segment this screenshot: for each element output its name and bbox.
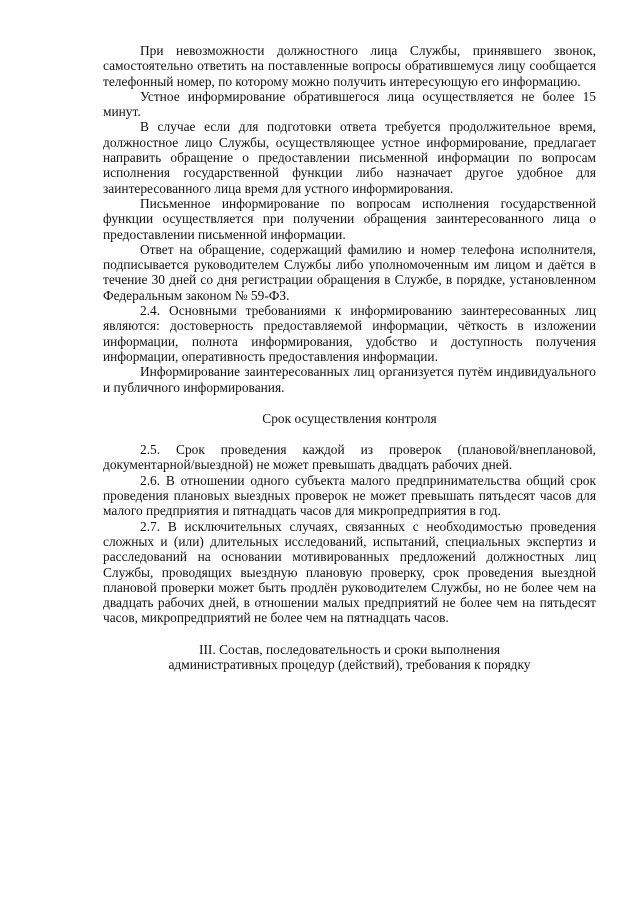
paragraph: 2.4. Основными требованиями к информированию заинтересованных лиц являются: достоверность предоставляемой информации, чёткость в изложении информации, полнота информирования, удобство и доступность получения информации, оперативность предоставления информации. (103, 303, 596, 364)
section-title-line: административных процедур (действий), требования к порядку (168, 656, 531, 672)
paragraph: В случае если для подготовки ответа требуется продолжительное время, должностное лицо Службы, осуществляющее устное информирование, предлагает направить обращение о предоставлении письменной информации по вопросам исполнения государственной функции либо назначает другое удобное для заинтересованного лица время для устного информирования. (103, 119, 596, 196)
section-title-line: III. Состав, последовательность и сроки выполнения (199, 641, 500, 657)
paragraph: Информирование заинтересованных лиц организуется путём индивидуального и публичного информирования. (103, 364, 596, 395)
section-title-iii (103, 642, 596, 673)
paragraph: Письменное информирование по вопросам исполнения государственной функции осуществляется при получении обращения заинтересованного лица о предоставлении письменной информации. (103, 195, 596, 242)
paragraph: Устное информирование обратившегося лица осуществляется не более 15 минут. (103, 88, 596, 120)
section-heading-control-period: Срок осуществления контроля (262, 410, 437, 426)
paragraph: 2.6. В отношении одного субъекта малого предпринимательства общий срок проведения плановых выездных проверок не может превышать пятьдесят часов для малого предприятия и пятнадцать часов для микропредприятия в год. (103, 472, 596, 519)
document-body (103, 43, 596, 672)
paragraph: 2.7. В исключительных случаях, связанных с необходимостью проведения сложных и (или) длительных исследований, испытаний, специальных экспертиз и расследований на основании мотивированных предложений должностных лиц Службы, проводящих выездную плановую проверку, срок проведения выездной плановой проверки может быть продлён руководителем Службы, но не более чем на двадцать рабочих дней, в отношении малых предприятий не более чем на пятьдесят часов, микропредприятий не более чем на пятнадцать часов. (103, 518, 596, 626)
paragraph: 2.5. Срок проведения каждой из проверок (плановой/внеплановой, документарной/выездной) не может превышать двадцать рабочих дней. (103, 442, 596, 473)
paragraph: При невозможности должностного лица Службы, принявшего звонок, самостоятельно ответить на поставленные вопросы обратившемуся лицу сообщается телефонный номер, по которому можно получить интересующую его информацию. (103, 43, 596, 89)
paragraph: Ответ на обращение, содержащий фамилию и номер телефона исполнителя, подписывается руководителем Службы либо уполномоченным им лицом и даётся в течение 30 дней со дня регистрации обращения в Службе, в порядке, установленном Федеральным законом № 59-ФЗ. (103, 241, 596, 303)
